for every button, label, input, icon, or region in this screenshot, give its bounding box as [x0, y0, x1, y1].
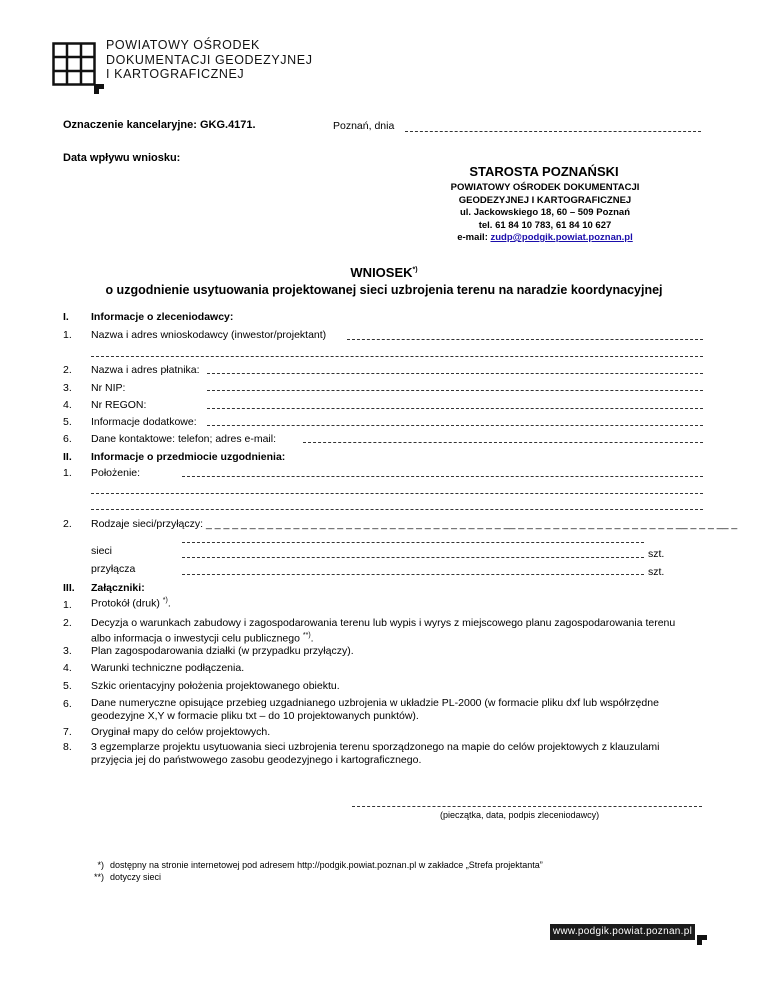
contact-label: Dane kontaktowe: telefon; adres e-mail: — [91, 433, 277, 445]
attachment-1-label: Protokół (druk) — [91, 597, 163, 610]
attachment-8-line-2: przyjęcia jej do państwowego zasobu geodezyjnego i kartograficznego. — [91, 753, 422, 766]
addressee-title: STAROSTA POZNAŃSKI — [469, 164, 619, 179]
attachment-3-number: 3. — [63, 645, 72, 657]
applicant-name-field[interactable] — [347, 339, 703, 340]
attachment-5-number: 5. — [63, 680, 72, 692]
addressee-line-4: tel. 61 84 10 783, 61 84 10 627 — [478, 219, 612, 231]
addressee-block — [420, 182, 670, 245]
section-2-heading: Informacje o przedmiocie uzgodnienia: — [91, 451, 286, 463]
attachment-2-line-2 — [91, 630, 675, 645]
attachment-2-text — [91, 617, 675, 645]
attachment-8-text — [91, 741, 659, 766]
attachment-1-text — [91, 597, 171, 610]
item-1-3-number: 3. — [63, 382, 72, 394]
attachment-2-end: . — [310, 632, 314, 644]
attachment-1-mark: *) — [162, 597, 168, 604]
footer-website-badge: www.podgik.powiat.poznan.pl — [550, 924, 695, 940]
attachment-5-text: Szkic orientacyjny położenia projektowanego obiektu. — [91, 680, 340, 692]
city-date-label: Poznań, dnia — [333, 120, 395, 132]
section-2-number: II. — [63, 451, 72, 463]
payer-label: Nazwa i adres płatnika: — [91, 364, 200, 376]
contact-field[interactable] — [303, 442, 703, 443]
location-field-cont-1[interactable] — [91, 493, 703, 494]
additional-info-field[interactable] — [207, 425, 703, 426]
applicant-name-label: Nazwa i adres wnioskodawcy (inwestor/projektant) — [91, 329, 327, 341]
section-1-heading: Informacje o zleceniodawcy: — [91, 311, 234, 323]
attachment-2-label: albo informacja o inwestycji celu publicznego — [91, 632, 303, 644]
document-title-text: WNIOSEK — [350, 265, 413, 280]
attachment-2-number: 2. — [63, 617, 72, 629]
section-3-heading: Załączniki: — [91, 582, 145, 594]
item-1-5-number: 5. — [63, 416, 72, 428]
network-types-label: Rodzaje sieci/przyłączy: _ _ _ _ _ _ _ _ _ _ _ _ _ _ _ _ _ _ _ _ _ _ _ _ _ _ _ _ _ _ _ _ _ _ __ _ _ _ _ _ _ _ _ _ _ _ _ _ _ _ _ _ _ __ _ _ _ __ _ — [91, 518, 738, 530]
section-3-number: III. — [63, 582, 75, 594]
footnote-2-text: dotyczy sieci — [110, 872, 162, 882]
attachment-1-end: . — [167, 597, 171, 610]
reference-number-label: Oznaczenie kancelaryjne: GKG.4171. — [63, 119, 256, 131]
logo-line-2: DOKUMENTACJI GEODEZYJNEJ — [106, 52, 313, 67]
networks-count-field[interactable] — [182, 557, 644, 558]
networks-label: sieci — [91, 545, 113, 557]
attachment-7-number: 7. — [63, 726, 72, 738]
addressee-email-line — [420, 232, 670, 245]
attachment-3-text: Plan zagospodarowania działki (w przypadku przyłączy). — [91, 645, 354, 657]
footnote-1-mark: *) — [97, 860, 104, 870]
document-subtitle: o uzgodnienie usytuowania projektowanej sieci uzbrojenia terenu na naradzie koordynacyjnej — [105, 283, 663, 297]
office-logo-text — [106, 38, 313, 82]
item-2-2-number: 2. — [63, 518, 72, 530]
signature-caption: (pieczątka, data, podpis zleceniodawcy) — [440, 810, 600, 820]
addressee-line-3: ul. Jackowskiego 18, 60 – 509 Poznań — [459, 207, 631, 218]
logo-line-1: POWIATOWY OŚRODEK — [106, 38, 260, 52]
attachment-8-line-1: 3 egzemplarze projektu usytuowania sieci uzbrojenia terenu sporządzonego na mapie do celów projektowych z klauzulami — [91, 741, 660, 753]
received-date-label: Data wpływu wniosku: — [63, 152, 181, 164]
connections-count-field[interactable] — [182, 574, 644, 575]
regon-field[interactable] — [207, 408, 703, 409]
attachment-4-text: Warunki techniczne podłączenia. — [91, 662, 245, 674]
attachment-1-number: 1. — [63, 599, 72, 611]
attachment-8-number: 8. — [63, 741, 72, 753]
item-1-4-number: 4. — [63, 399, 72, 411]
office-logo-grid — [52, 42, 96, 86]
nip-label: Nr NIP: — [91, 382, 126, 394]
item-2-1-number: 1. — [63, 467, 72, 479]
email-link[interactable]: zudp@podgik.powiat.poznan.pl — [490, 232, 633, 243]
footnote-1-text: dostępny na stronie internetowej pod adresem http://podgik.powiat.poznan.pl w zakładce „Strefa projektanta” — [110, 860, 543, 870]
logo-line-3: I KARTOGRAFICZNEJ — [106, 67, 245, 81]
payer-field[interactable] — [207, 373, 703, 374]
additional-info-label: Informacje dodatkowe: — [91, 416, 197, 428]
nip-field[interactable] — [207, 390, 703, 391]
attachment-6-line-2: geodezyjne X,Y w formacie pliku txt – do 10 projektowanych punktów). — [91, 709, 419, 722]
connections-unit: szt. — [648, 566, 665, 578]
footnote-2-mark: **) — [93, 872, 104, 882]
section-1-number: I. — [63, 311, 69, 323]
document-title — [0, 265, 768, 280]
item-1-1-number: 1. — [63, 329, 72, 341]
connections-label: przyłącza — [91, 563, 136, 575]
attachment-7-text: Oryginał mapy do celów projektowych. — [91, 726, 271, 738]
attachment-6-line-1: Dane numeryczne opisujące przebieg uzgadnianego uzbrojenia w układzie PL-2000 (w formacie pliku dxf lub współrzędne — [91, 697, 659, 709]
title-footnote-mark: *) — [412, 266, 418, 274]
addressee-line-1: POWIATOWY OŚRODEK DOKUMENTACJI — [450, 182, 640, 193]
attachment-6-text — [91, 697, 659, 722]
location-label: Położenie: — [91, 467, 141, 479]
regon-label: Nr REGON: — [91, 399, 147, 411]
network-types-field[interactable] — [182, 542, 644, 543]
item-1-6-number: 6. — [63, 433, 72, 445]
applicant-name-field-cont[interactable] — [91, 356, 703, 357]
attachment-4-number: 4. — [63, 662, 72, 674]
email-label: e-mail: — [457, 232, 488, 243]
location-field[interactable] — [182, 476, 703, 477]
attachment-2-line-1: Decyzja o warunkach zabudowy i zagospodarowania terenu lub wypis i wyrys z miejscowego planu zagospodarowania terenu — [91, 617, 676, 629]
logo-corner-mark — [94, 84, 104, 94]
networks-unit: szt. — [648, 548, 665, 560]
location-field-cont-2[interactable] — [91, 509, 703, 510]
attachment-2-mark: **) — [302, 631, 311, 639]
signature-field[interactable] — [352, 806, 702, 807]
item-1-2-number: 2. — [63, 364, 72, 376]
attachment-6-number: 6. — [63, 698, 72, 710]
date-field[interactable] — [405, 131, 701, 132]
footer-corner-mark — [697, 935, 707, 945]
addressee-line-2: GEODEZYJNEJ I KARTOGRAFICZNEJ — [458, 194, 632, 206]
